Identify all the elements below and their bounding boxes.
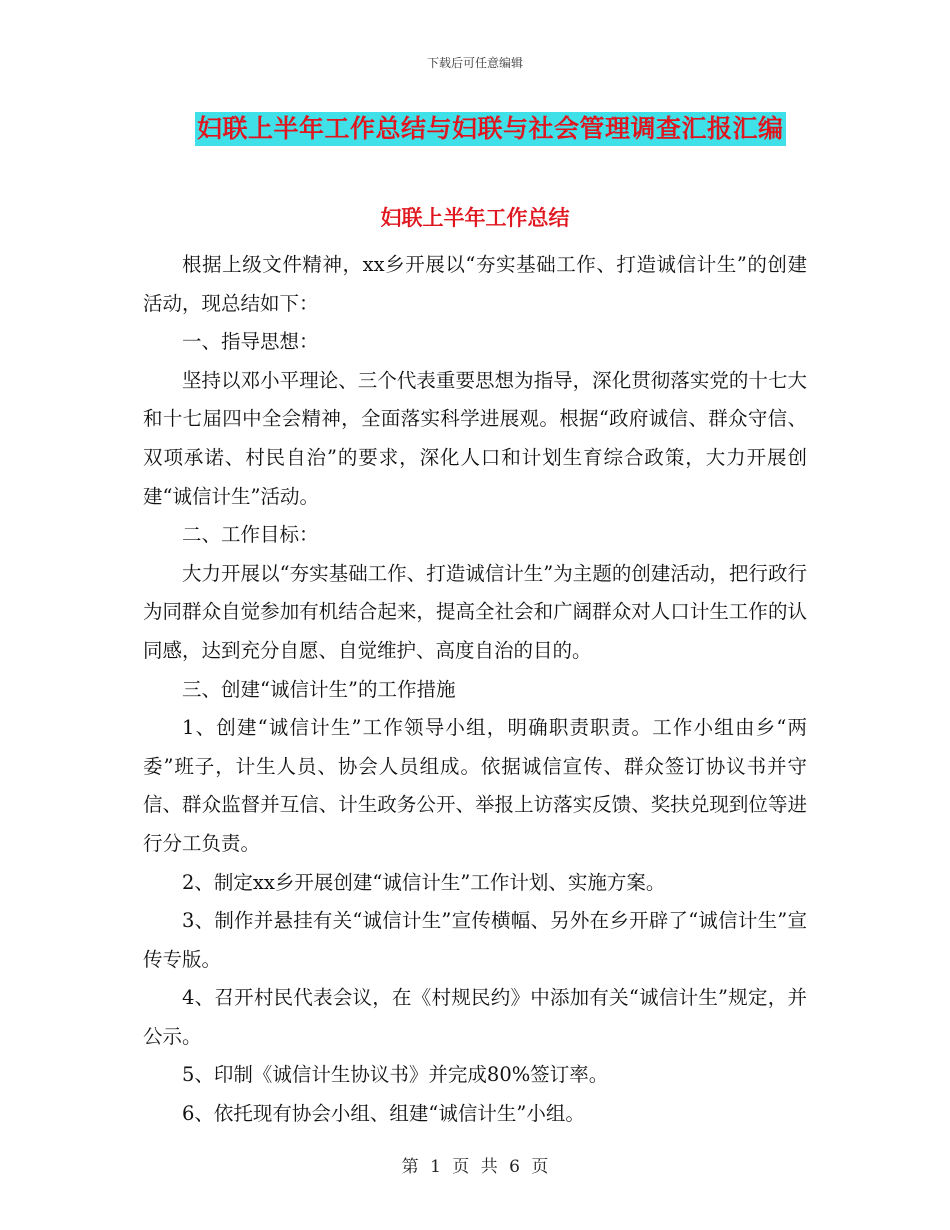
document-title: 妇联上半年工作总结与妇联与社会管理调查汇报汇编 xyxy=(195,112,786,146)
measure-item-2: 2、制定xx乡开展创建“诚信计生”工作计划、实施方案。 xyxy=(182,870,666,894)
paragraph-guiding-thought: 坚持以邓小平理论、三个代表重要思想为指导，深化贯彻落实党的十七大和十七届四中全会精神，全面落实科学进展观。根据“政府诚信、群众守信、双项承诺、村民自治”的要求，深化人口和计划生育综合政策，大力开展创建“诚信计生”活动。 xyxy=(143,368,807,508)
heading-work-measures: 三、创建“诚信计生”的工作措施 xyxy=(182,677,456,701)
heading-work-goals: 二、工作目标： xyxy=(182,523,319,547)
page-number: 第 1 页 共 6 页 xyxy=(401,1157,549,1177)
measure-item-3: 3、制作并悬挂有关“诚信计生”宣传横幅、另外在乡开辟了“诚信计生”宣传专版。 xyxy=(143,909,807,971)
measure-item-1: 1、创建“诚信计生”工作领导小组，明确职责职责。工作小组由乡“两委”班子，计生人员、协会人员组成。依据诚信宣传、群众签订协议书并守信、群众监督并互信、计生政务公开、举报上访落实反馈、奖扶兑现到位等进行分工负责。 xyxy=(143,716,807,855)
paragraph-work-goals: 大力开展以“夯实基础工作、打造诚信计生”为主题的创建活动，把行政行为同群众自觉参加有机结合起来，提高全社会和广阔群众对人口计生工作的认同感，达到充分自愿、自觉维护、高度自治的目的。 xyxy=(143,561,807,662)
measure-item-4: 4、召开村民代表会议，在《村规民约》中添加有关“诚信计生”规定，并公示。 xyxy=(143,986,807,1048)
document-body xyxy=(143,246,807,1134)
header-note: 下载后可任意编辑 xyxy=(426,56,523,70)
paragraph-intro: 根据上级文件精神，xx乡开展以“夯实基础工作、打造诚信计生”的创建活动，现总结如下： xyxy=(143,253,807,315)
section-title: 妇联上半年工作总结 xyxy=(380,206,570,230)
heading-guiding-thought: 一、指导思想： xyxy=(182,330,319,354)
measure-item-6: 6、依托现有协会小组、组建“诚信计生”小组。 xyxy=(182,1102,585,1126)
measure-item-5: 5、印制《诚信计生协议书》并完成80%签订率。 xyxy=(182,1063,609,1087)
